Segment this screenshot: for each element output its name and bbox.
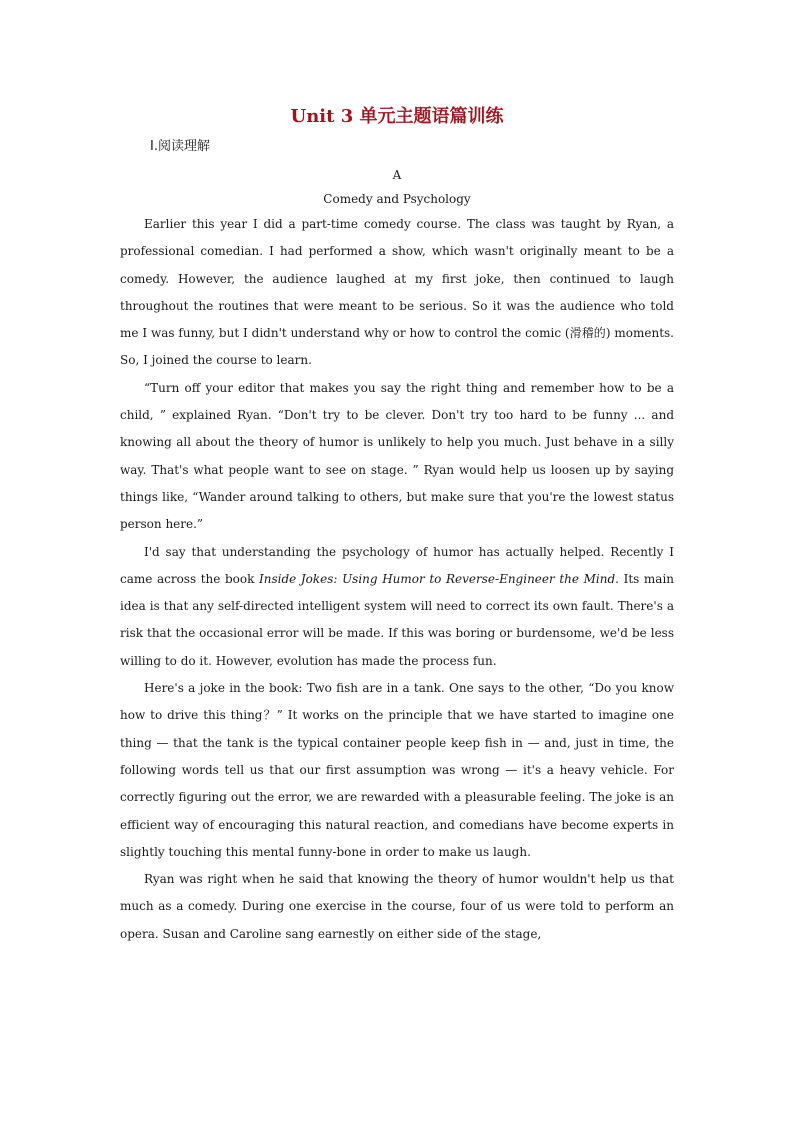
section-heading: Ⅰ.阅读理解 bbox=[150, 139, 210, 154]
paragraph-3 bbox=[120, 539, 674, 675]
passage-letter: A bbox=[392, 168, 402, 182]
paragraph-3-end: . Its main idea is that any self-directed intelligent system will need to correct its own fault. There's a risk that the occasional error will be made. If this was boring or burdensome, we'd be less willing to do it. However, evolution has made the process fun. bbox=[120, 571, 675, 668]
passage-title: Comedy and Psychology bbox=[323, 192, 471, 206]
paragraph-2: “Turn off your editor that makes you say the right thing and remember how to be a child, ” explained Ryan. “Don't try to be clever. Don't try too hard to be funny ... and knowing all about the theory of humor is unlikely to help you much. Just behave in a silly way. That's what people want to see on stage. ” Ryan would help us loosen up by saying things like, “Wander around talking to others, but make sure that you're the lowest status person here.” bbox=[120, 380, 674, 532]
paragraph-5: Ryan was right when he said that knowing the theory of humor wouldn't help us that much as a comedy. During one exercise in the course, four of us were told to perform an opera. Susan and Caroline sang earnestly on either side of the stage, bbox=[120, 872, 674, 941]
page-title: Unit 3 单元主题语篇训练 bbox=[290, 106, 504, 127]
document-page bbox=[120, 104, 674, 948]
passage-body bbox=[120, 211, 674, 948]
paragraph-1: Earlier this year I did a part-time comedy course. The class was taught by Ryan, a professional comedian. I had performed a show, which wasn't originally meant to be a comedy. However, the audience laughed at my first joke, then continued to laugh throughout the routines that were meant to be serious. So it was the audience who told me I was funny, but I didn't understand why or how to control the comic (滑稽的) moments. So, I joined the course to learn. bbox=[120, 217, 674, 368]
paragraph-3-start: I'd say that understanding the psychology of humor has actually helped. Recently I came across the book bbox=[120, 544, 674, 586]
paragraph-4: Here's a joke in the book: Two fish are in a tank. One says to the other, “Do you know how to drive this thing？” It works on the principle that we have started to imagine one thing — that the tank is the typical container people keep fish in — and, just in time, the following words tell us that our first assumption was wrong — it's a heavy vehicle. For correctly figuring out the error, we are rewarded with a pleasurable feeling. The joke is an efficient way of encouraging this natural reaction, and comedians have become experts in slightly touching this mental funny-bone in order to make us laugh. bbox=[120, 681, 674, 859]
book-title: Inside Jokes: Using Humor to Reverse-Engineer the Mind bbox=[259, 571, 616, 586]
